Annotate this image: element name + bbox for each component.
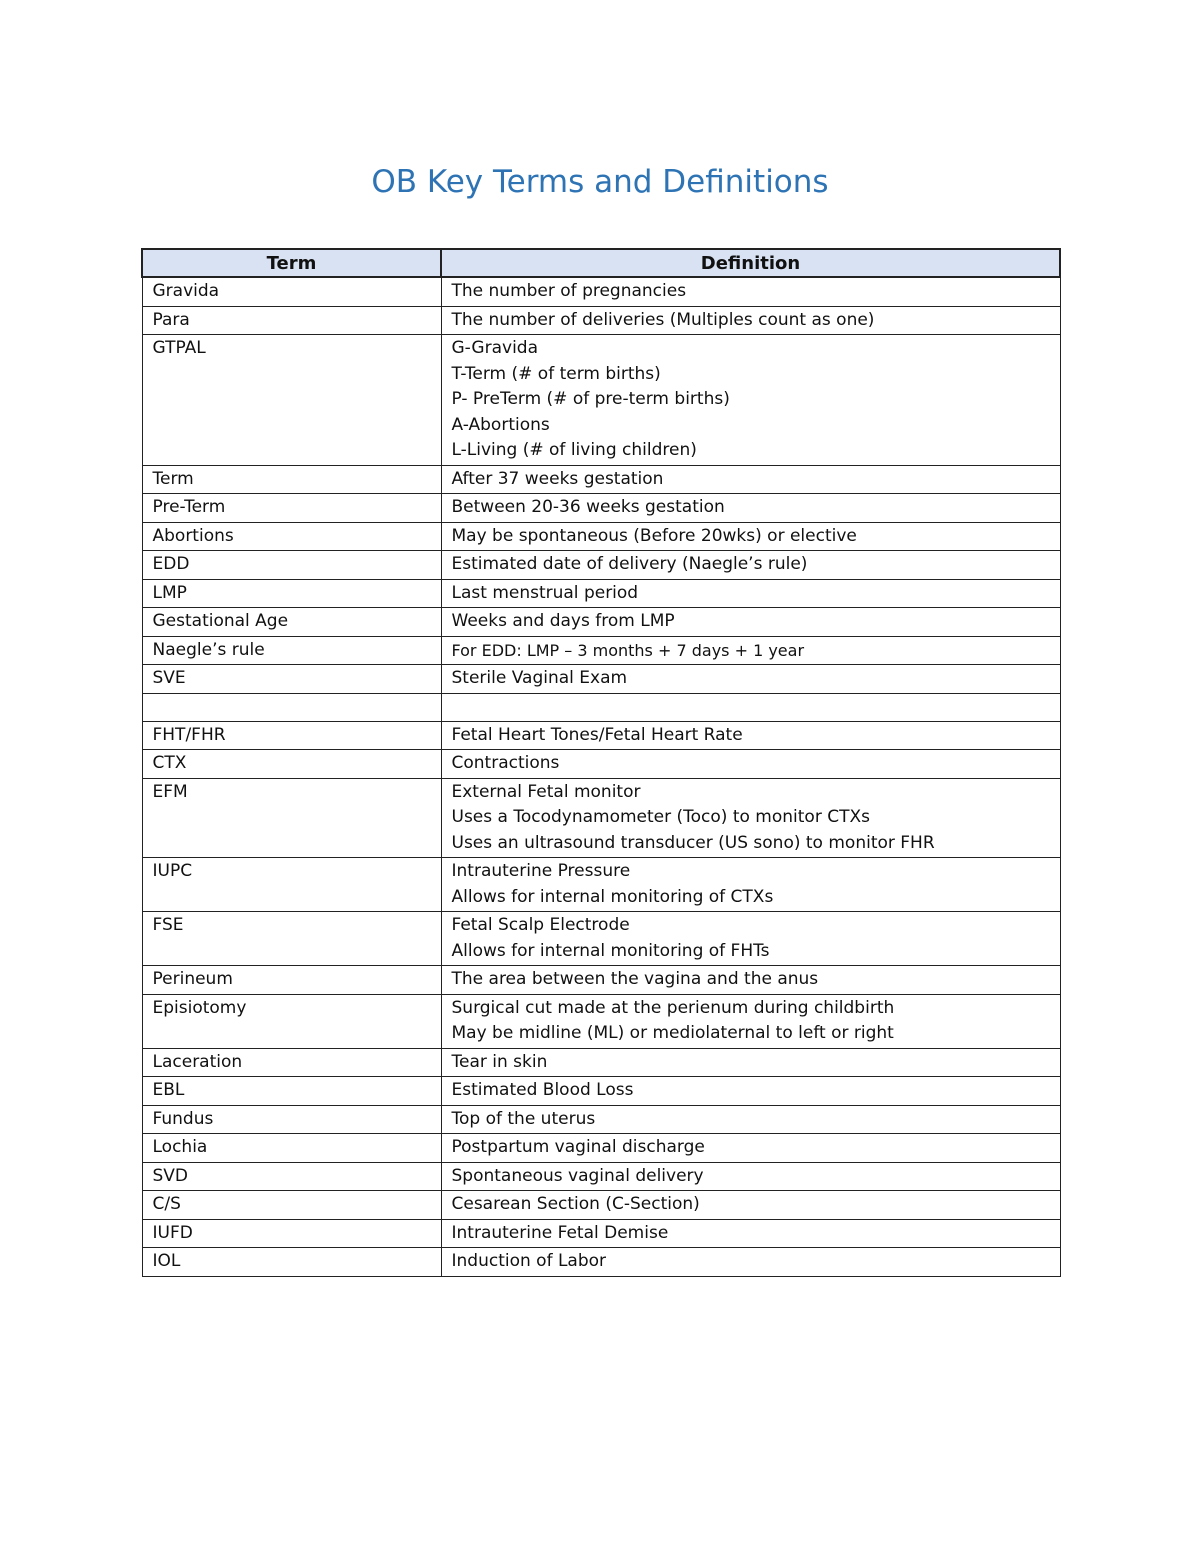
table-row [142,522,1060,551]
term-cell: FHT/FHR [142,721,441,750]
term-cell: SVD [142,1162,441,1191]
definition-cell [441,306,1060,335]
table-header-row [142,249,1060,277]
definition-cell [441,1191,1060,1220]
definition-cell [441,750,1060,779]
table-row [142,1048,1060,1077]
definition-line: For EDD: LMP – 3 months + 7 days + 1 year [451,640,805,660]
table-row [142,494,1060,523]
definition-cell [441,1105,1060,1134]
definition-line: Estimated date of delivery (Naegle’s rule) [451,554,808,574]
definition-line: G-Gravida [451,338,539,358]
definition-cell [441,1134,1060,1163]
table-row [142,1219,1060,1248]
term-cell: LMP [142,579,441,608]
term-cell: GTPAL [142,335,441,466]
table-row [142,608,1060,637]
definition-line: Tear in skin [451,1051,548,1072]
definition-line: Fetal Heart Tones/Fetal Heart Rate [451,724,743,745]
term-cell: Naegle’s rule [142,636,441,665]
definition-line: Induction of Labor [451,1251,607,1271]
definition-cell [441,1162,1060,1191]
table-row [142,721,1060,750]
term-column-header: Term [142,249,441,277]
term-cell: Pre-Term [142,494,441,523]
table-row [142,966,1060,995]
table-row [142,1162,1060,1191]
definition-column-header: Definition [441,249,1060,277]
table-row [142,1105,1060,1134]
table-row [142,335,1060,466]
table-row [142,665,1060,694]
table-row [142,306,1060,335]
definition-line: Weeks and days from LMP [451,611,675,631]
definition-cell [441,465,1060,494]
table-row [142,1077,1060,1106]
definition-cell [441,579,1060,608]
term-cell: Para [142,306,441,335]
definition-line: May be midline (ML) or mediolaternal to left or right [451,1023,894,1043]
definition-cell [441,693,1060,721]
definition-line: Uses a Tocodynamometer (Toco) to monitor CTXs [451,807,870,827]
definition-line: Last menstrual period [451,582,639,603]
definition-cell [441,608,1060,637]
definition-cell [441,522,1060,551]
definition-line: Cesarean Section (C-Section) [451,1194,700,1214]
table-row [142,693,1060,721]
definition-line: Between 20-36 weeks gestation [451,497,725,517]
table-row [142,750,1060,779]
definition-line: The number of deliveries (Multiples count as one) [451,309,875,330]
definition-cell [441,551,1060,580]
definition-line: T-Term (# of term births) [451,363,661,384]
term-cell: Abortions [142,522,441,551]
definition-line: L-Living (# of living children) [451,440,697,460]
term-cell: C/S [142,1191,441,1220]
table-row [142,465,1060,494]
definition-line: After 37 weeks gestation [451,468,664,489]
term-cell: IOL [142,1248,441,1277]
term-cell: FSE [142,912,441,966]
definition-line: Spontaneous vaginal delivery [451,1165,704,1186]
term-cell [142,693,441,721]
table-row [142,1191,1060,1220]
term-cell: Perineum [142,966,441,995]
definition-line: The number of pregnancies [451,281,687,301]
terms-table [141,248,1061,1277]
definition-line: Fetal Scalp Electrode [451,915,630,935]
table-row [142,994,1060,1048]
term-cell: EFM [142,778,441,858]
table-row [142,858,1060,912]
definition-line: Allows for internal monitoring of CTXs [451,886,774,907]
definition-cell [441,335,1060,466]
term-cell: CTX [142,750,441,779]
term-cell: SVE [142,665,441,694]
term-cell: EBL [142,1077,441,1106]
definition-line: Uses an ultrasound transducer (US sono) to monitor FHR [451,832,935,853]
definition-cell [441,778,1060,858]
definition-line: Postpartum vaginal discharge [451,1137,705,1157]
term-cell: Gravida [142,277,441,306]
definition-line: Sterile Vaginal Exam [451,668,628,688]
definition-cell [441,1219,1060,1248]
table-row [142,912,1060,966]
definition-line: Intrauterine Fetal Demise [451,1222,669,1243]
terms-table-body [142,277,1060,1276]
definition-line: Contractions [451,753,560,773]
definition-line: Surgical cut made at the perienum during childbirth [451,997,895,1018]
term-cell: IUFD [142,1219,441,1248]
term-cell: Term [142,465,441,494]
table-row [142,277,1060,306]
term-cell: Laceration [142,1048,441,1077]
term-cell: IUPC [142,858,441,912]
table-row [142,636,1060,665]
definition-cell [441,1077,1060,1106]
term-cell: EDD [142,551,441,580]
table-row [142,579,1060,608]
definition-line: Allows for internal monitoring of FHTs [451,940,770,961]
definition-line: May be spontaneous (Before 20wks) or elective [451,525,857,546]
definition-cell [441,494,1060,523]
definition-cell [441,994,1060,1048]
definition-line: A-Abortions [451,414,550,435]
definition-cell [441,636,1060,665]
definition-cell [441,721,1060,750]
definition-cell [441,858,1060,912]
term-cell: Episiotomy [142,994,441,1048]
definition-line: Intrauterine Pressure [451,861,631,881]
term-cell: Fundus [142,1105,441,1134]
definition-line: Estimated Blood Loss [451,1080,634,1100]
page-title: OB Key Terms and Definitions [371,164,829,200]
table-row [142,551,1060,580]
table-row [142,1248,1060,1277]
definition-cell [441,277,1060,306]
definition-cell [441,1248,1060,1277]
definition-cell [441,665,1060,694]
definition-line: Top of the uterus [451,1108,596,1129]
term-cell: Lochia [142,1134,441,1163]
definition-cell [441,1048,1060,1077]
definition-cell [441,966,1060,995]
definition-line: External Fetal monitor [451,781,641,802]
definition-cell [441,912,1060,966]
table-row [142,1134,1060,1163]
term-cell: Gestational Age [142,608,441,637]
table-row [142,778,1060,858]
definition-line: The area between the vagina and the anus [451,969,819,989]
definition-line: P- PreTerm (# of pre-term births) [451,389,730,409]
